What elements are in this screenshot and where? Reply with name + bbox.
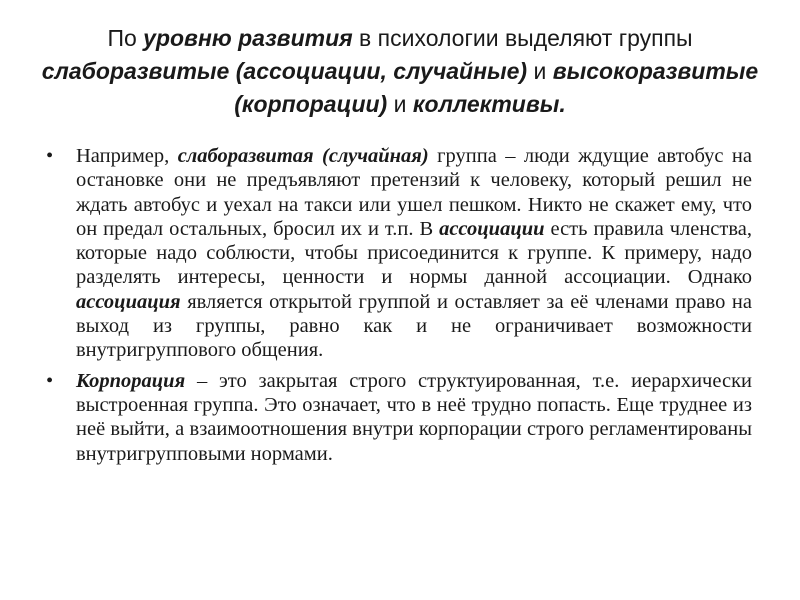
- bullet-item-association: [46, 144, 752, 363]
- title-term-collectives: коллективы.: [412, 91, 566, 117]
- bullet-text: есть правила членства, которые надо соблюсти, чтобы присоединится к группе. К примеру, надо разделять интересы, ценности и нормы данной ассоциации. Однако: [76, 217, 752, 289]
- title-text-4: и: [387, 91, 413, 117]
- title-text-2: в психологии выделяют группы: [352, 25, 693, 51]
- bullet-term-association: ассоциации: [439, 217, 545, 240]
- bullet-term-corporation: Корпорация: [76, 369, 186, 392]
- bullet-text: – это закрытая строго структуированная, т.е. иерархически выстроенная группа. Это означает, что в неё трудно попасть. Еще труднее из неё выйти, а взаимоотношения внутри корпорации строго регламентированы внутригрупповыми нормами.: [76, 369, 752, 465]
- title-text-1: По: [107, 25, 144, 51]
- title-term-highly-developed: высокоразвитые (корпорации): [234, 58, 759, 117]
- bullet-marker: •: [46, 369, 54, 392]
- bullet-text: является открытой группой и оставляет за её членами право на выход из группы, равно как и не ограничивает возможности внутригруппового общения.: [76, 290, 752, 362]
- title-term-underdeveloped: слаборазвитые (ассоциации, случайные): [41, 58, 528, 84]
- bullet-term-association: ассоциация: [76, 290, 181, 313]
- bullet-text: Например,: [76, 145, 178, 167]
- bullet-term-underdeveloped-random: слаборазвитая (случайная): [177, 145, 429, 167]
- title-term-development-level: уровню развития: [143, 25, 353, 51]
- bullet-list: [46, 144, 752, 472]
- bullet-marker: •: [46, 145, 54, 167]
- title-text-3: и: [527, 58, 553, 84]
- slide-title: [30, 22, 770, 121]
- bullet-item-corporation: [46, 369, 752, 466]
- bullet-text: группа – люди ждущие автобус на остановке они не предъявляют претензий к человеку, который решил не ждать автобус и уехал на такси или ушел пешком. Никто не скажет ему, что он предал остальных, бросил их и т.п. В: [76, 145, 752, 240]
